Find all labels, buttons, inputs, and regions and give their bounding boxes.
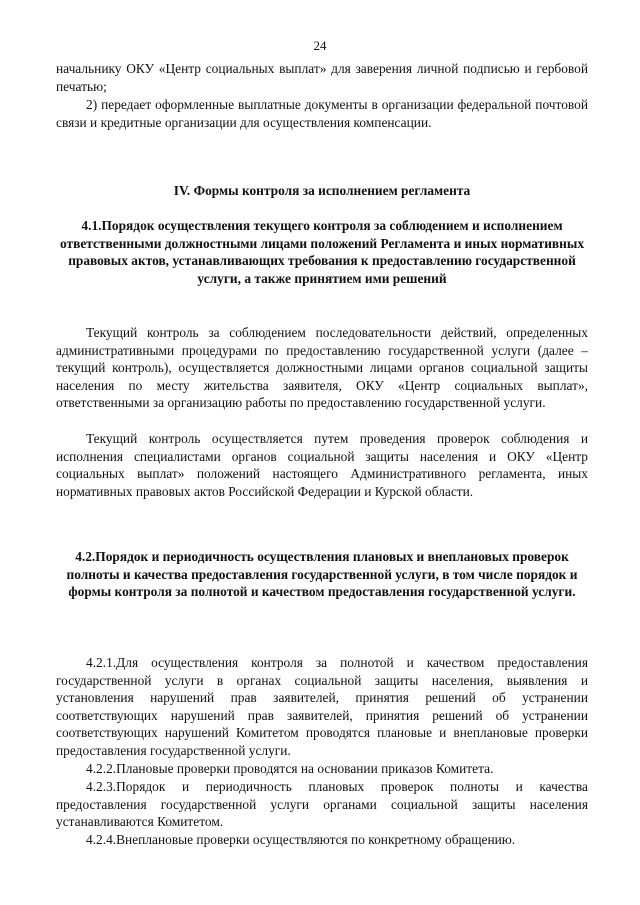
subsection-4-1-paragraph-1: Текущий контроль за соблюдением последовательности действий, определенных административными процедурами по предоставлению государственной услуги (далее – текущий контроль), осуществляется должностными лицами органов социальной защиты населения по месту жительства заявителя, ОКУ «Центр социальных выплат», ответственными за организацию работы по предоставлению государственной услуги. (56, 325, 588, 411)
intro-paragraph-2: 2) передает оформленные выплатные документы в организации федеральной почтовой связи и кредитные организации для осуществления компенсации. (56, 97, 588, 130)
subsection-4-2-paragraph-2: 4.2.2.Плановые проверки проводятся на основании приказов Комитета. (86, 761, 494, 776)
section-title: IV. Формы контроля за исполнением регламента (173, 183, 471, 198)
subsection-4-2-heading: 4.2.Порядок и периодичность осуществления плановых и внеплановых проверок полноты и качества предоставления государственной услуги, в том числе порядок и формы контроля за полнотой и качеством предоставления государственной услуги. (66, 549, 578, 600)
subsection-4-2-paragraph-3: 4.2.3.Порядок и периодичность плановых проверок полноты и качества предоставления государственной услуги органами социальной защиты населения устанавливаются Комитетом. (56, 779, 588, 830)
subsection-4-2-paragraph-1: 4.2.1.Для осуществления контроля за полнотой и качеством предоставления государственной услуги в органах социальной защиты населения, выявления и установления нарушений прав заявителей, принятия решений об устранении соответствующих нарушений прав заявителей, принятия решений об устранении соответствующих нарушений Комитетом проводятся плановые и внеплановые проверки предоставления государственной услуги. (56, 655, 588, 758)
subsection-4-1-paragraph-2: Текущий контроль осуществляется путем проведения проверок соблюдения и исполнения специалистами органов социальной защиты населения и ОКУ «Центр социальных выплат» положений настоящего Административного регламента, иных нормативных правовых актов Российской Федерации и Курской области. (56, 431, 588, 499)
intro-paragraph-1: начальнику ОКУ «Центр социальных выплат» для заверения личной подписью и гербовой печатью; (56, 61, 588, 94)
page-number: 24 (313, 38, 327, 53)
subsection-4-2-paragraph-4: 4.2.4.Внеплановые проверки осуществляются по конкретному обращению. (86, 832, 516, 847)
subsection-4-1-heading: 4.1.Порядок осуществления текущего контроля за соблюдением и исполнением ответственными должностными лицами положений Регламента и иных нормативных правовых актов, устанавливающих требования к предоставлению государственной услуги, а также принятием ими решений (60, 218, 585, 286)
